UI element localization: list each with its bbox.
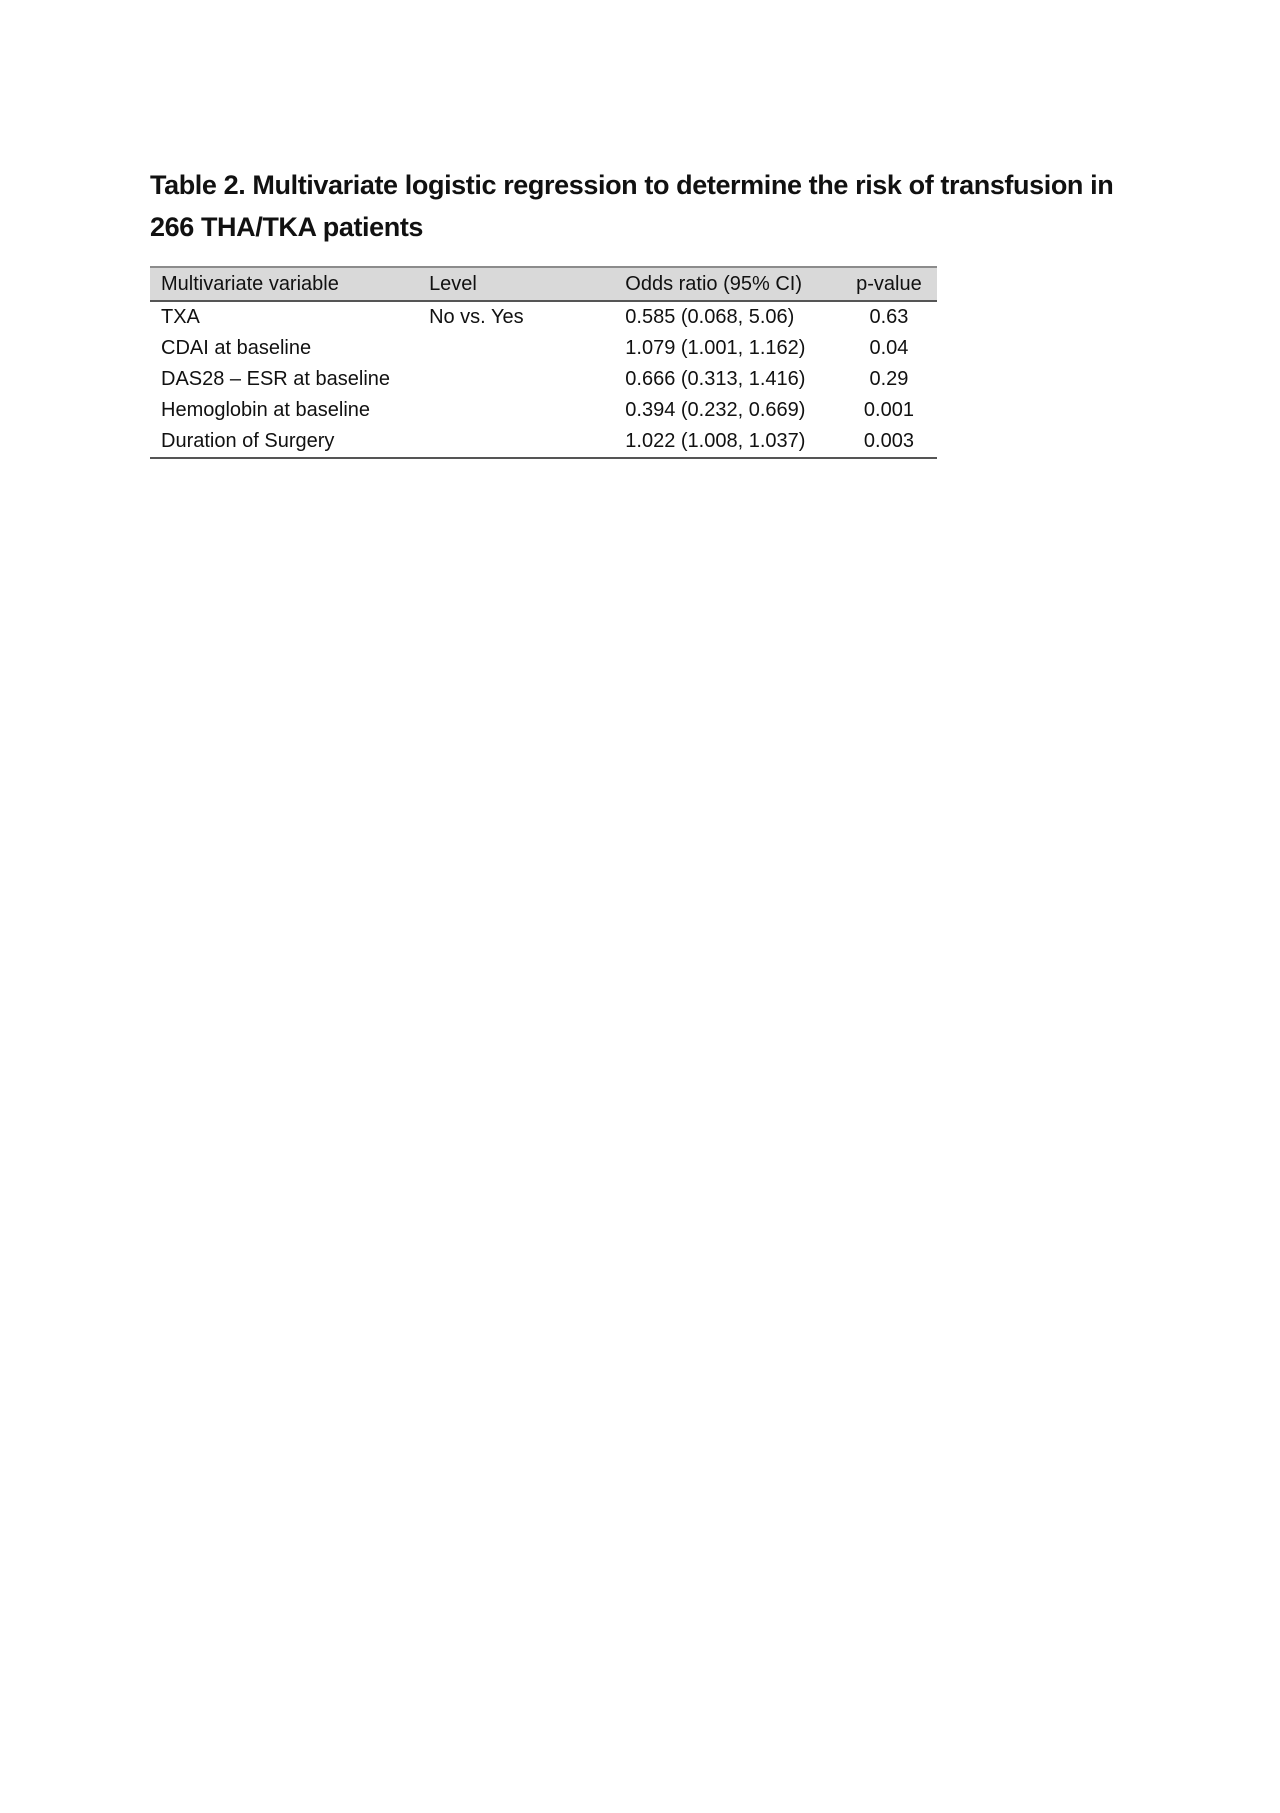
table-row	[150, 333, 937, 364]
cell-level	[418, 333, 611, 364]
cell-odds-ratio: 0.394 (0.232, 0.669)	[625, 399, 806, 421]
cell-level	[418, 364, 611, 395]
header-odds-ratio: Odds ratio (95% CI)	[611, 267, 841, 301]
regression-table	[150, 266, 937, 459]
table-body	[150, 301, 937, 458]
cell-variable: CDAI at baseline	[161, 337, 312, 359]
cell-odds-ratio: 0.666 (0.313, 1.416)	[625, 368, 806, 390]
header-row	[150, 267, 937, 301]
cell-p-value: 0.63	[869, 306, 909, 328]
table-row	[150, 426, 937, 458]
table-header	[150, 267, 937, 301]
cell-odds-ratio: 1.079 (1.001, 1.162)	[625, 337, 806, 359]
cell-odds-ratio: 0.585 (0.068, 5.06)	[625, 306, 795, 328]
cell-variable: TXA	[161, 306, 200, 328]
cell-level	[418, 426, 611, 458]
cell-p-value: 0.04	[869, 337, 909, 359]
header-variable: Multivariate variable	[150, 267, 418, 301]
header-p-value: p-value	[841, 267, 937, 301]
table-row	[150, 395, 937, 426]
cell-variable: Hemoglobin at baseline	[161, 399, 371, 421]
cell-odds-ratio: 1.022 (1.008, 1.037)	[611, 426, 841, 458]
cell-p-value: 0.001	[863, 399, 914, 421]
cell-variable: DAS28 – ESR at baseline	[161, 368, 391, 390]
cell-level: No vs. Yes	[429, 306, 524, 328]
header-level: Level	[418, 267, 611, 301]
table-title-line-1: Table 2. Multivariate logistic regression to determine the risk of transfusion in	[150, 170, 1114, 200]
table-row	[150, 301, 937, 333]
table-title	[150, 164, 1130, 248]
table-row	[150, 364, 937, 395]
cell-p-value: 0.003	[841, 426, 937, 458]
table-title-line-2: 266 THA/TKA patients	[150, 212, 424, 242]
cell-level	[418, 395, 611, 426]
cell-p-value: 0.29	[869, 368, 909, 390]
cell-variable: Duration of Surgery	[150, 426, 418, 458]
